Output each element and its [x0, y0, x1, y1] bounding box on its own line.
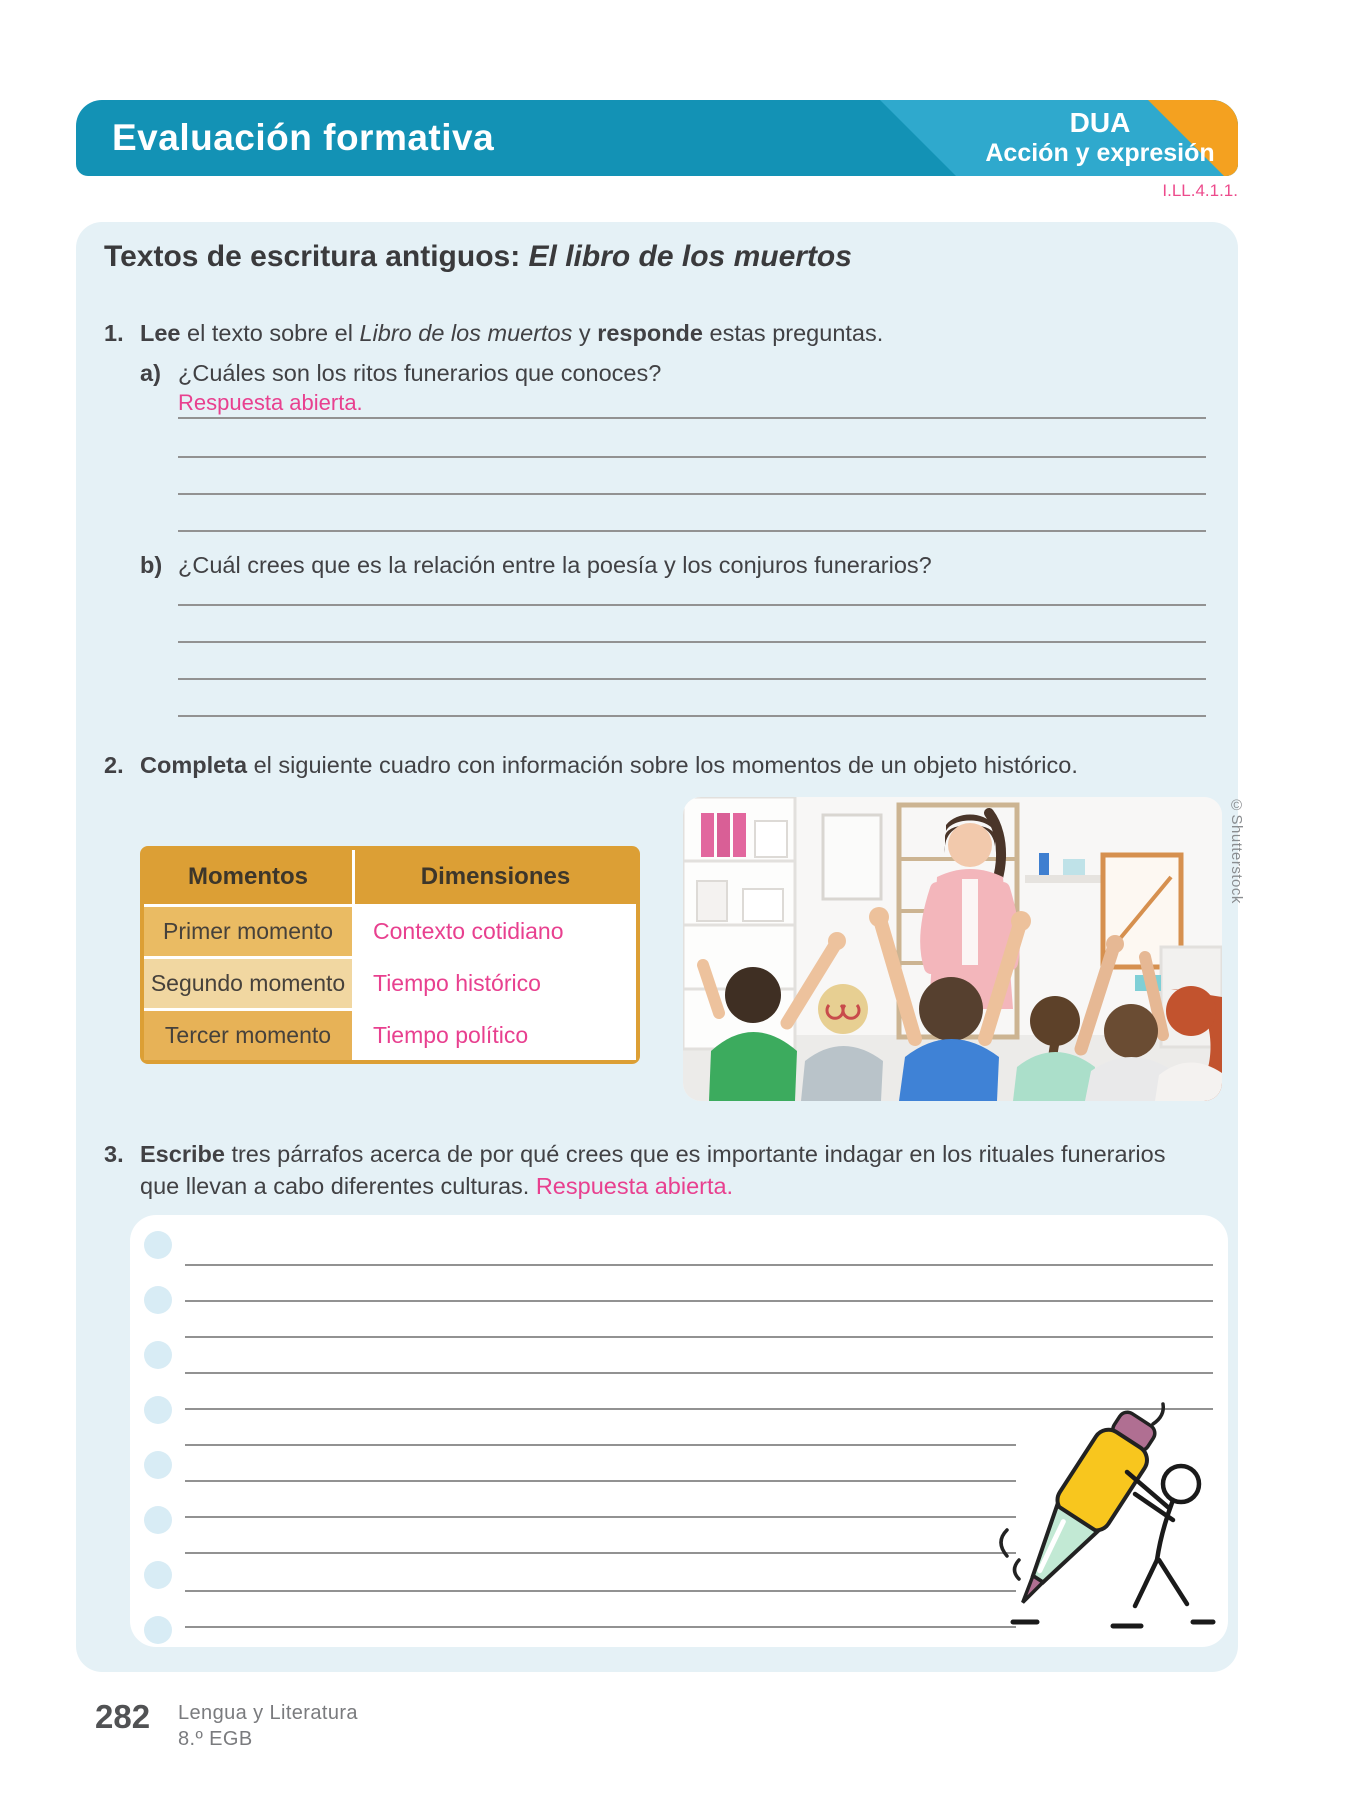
dua-badge — [940, 107, 1238, 168]
q3-verb: Escribe — [140, 1141, 225, 1167]
answer-line — [178, 456, 1206, 458]
table-row-label: Tercer momento — [144, 1011, 352, 1060]
writing-line — [185, 1552, 1016, 1554]
margin-dot — [144, 1341, 172, 1369]
curriculum-code: I.LL.4.1.1. — [1162, 181, 1238, 200]
question-3-text — [140, 1138, 1204, 1203]
question-3-number: 3. — [104, 1141, 124, 1167]
question-2-number: 2. — [104, 752, 124, 778]
question-2-text — [140, 752, 1078, 779]
answer-line — [178, 493, 1206, 495]
table-header-momentos: Momentos — [144, 850, 352, 904]
answer-line — [178, 530, 1206, 532]
answer-key-3: Respuesta abierta. — [535, 1173, 734, 1200]
writing-line — [185, 1264, 1213, 1266]
footer-grade: 8.º EGB — [178, 1728, 253, 1750]
q1-mid: el texto sobre el — [180, 320, 360, 346]
classroom-photo — [683, 797, 1222, 1101]
margin-dot — [144, 1231, 172, 1259]
dua-label: DUA — [1069, 107, 1131, 138]
margin-dot — [144, 1286, 172, 1314]
margin-dot — [144, 1561, 172, 1589]
writing-line — [185, 1444, 1016, 1446]
question-1-number: 1. — [104, 320, 124, 346]
q2-rest: el siguiente cuadro con información sobre los momentos de un objeto histórico. — [247, 752, 1078, 778]
question-1-text — [140, 320, 883, 347]
question-1b-text: ¿Cuál crees que es la relación entre la poesía y los conjuros funerarios? — [178, 552, 932, 578]
answer-line — [178, 678, 1206, 680]
table-row-value: Tiempo político — [355, 1011, 636, 1060]
table-row-value: Contexto cotidiano — [355, 907, 636, 956]
table-row-value: Tiempo histórico — [355, 959, 636, 1008]
q2-verb: Completa — [140, 752, 248, 778]
answer-line — [178, 604, 1206, 606]
answer-line — [178, 641, 1206, 643]
writing-line — [185, 1626, 1016, 1628]
page-number: 282 — [95, 1698, 151, 1735]
question-1b-label: b) — [140, 552, 163, 578]
question-2 — [104, 752, 1194, 779]
writing-line — [185, 1516, 1016, 1518]
margin-dot — [144, 1616, 172, 1644]
margin-dot — [144, 1451, 172, 1479]
answer-line — [178, 417, 1206, 419]
section-title: Evaluación formativa — [112, 117, 495, 158]
photo-credit: ©Shutterstock — [1228, 797, 1245, 904]
dua-sublabel: Acción y expresión — [985, 139, 1215, 168]
q1-end: estas preguntas. — [702, 320, 884, 346]
answer-line — [178, 715, 1206, 717]
answer-key-1a: Respuesta abierta. — [178, 390, 363, 415]
margin-dot — [144, 1506, 172, 1534]
table-row-label: Segundo momento — [144, 959, 352, 1008]
worksheet-title — [104, 240, 852, 274]
pencil-doodle — [985, 1392, 1240, 1647]
question-1a-text: ¿Cuáles son los ritos funerarios que conoces? — [178, 360, 662, 386]
moments-table — [140, 846, 640, 1064]
worksheet-title-plain: Textos de escritura antiguos: — [104, 240, 529, 273]
table-header-dimensiones: Dimensiones — [355, 850, 636, 904]
q1-book-title: Libro de los muertos — [359, 320, 573, 346]
question-1b — [140, 552, 1190, 579]
writing-line — [185, 1590, 1016, 1592]
writing-line — [185, 1480, 1016, 1482]
writing-line — [185, 1336, 1213, 1338]
question-1a — [140, 360, 1190, 387]
q1-verb: Lee — [140, 320, 181, 346]
worksheet-title-italic: El libro de los muertos — [528, 240, 852, 273]
section-banner — [76, 100, 1238, 176]
writing-line — [185, 1300, 1213, 1302]
writing-line — [185, 1372, 1213, 1374]
footer-subject: Lengua y Literatura — [178, 1702, 358, 1724]
question-3 — [104, 1138, 1208, 1203]
margin-dot — [144, 1396, 172, 1424]
q1-mid2: y — [572, 320, 598, 346]
table-row-label: Primer momento — [144, 907, 352, 956]
question-1 — [104, 320, 1184, 347]
q1-verb2: responde — [597, 320, 703, 346]
q3-rest: tres párrafos acerca de por qué crees que es importante indagar en los rituales funerarios que llevan a cabo diferentes culturas. — [140, 1141, 1166, 1200]
question-1a-label: a) — [140, 360, 161, 386]
